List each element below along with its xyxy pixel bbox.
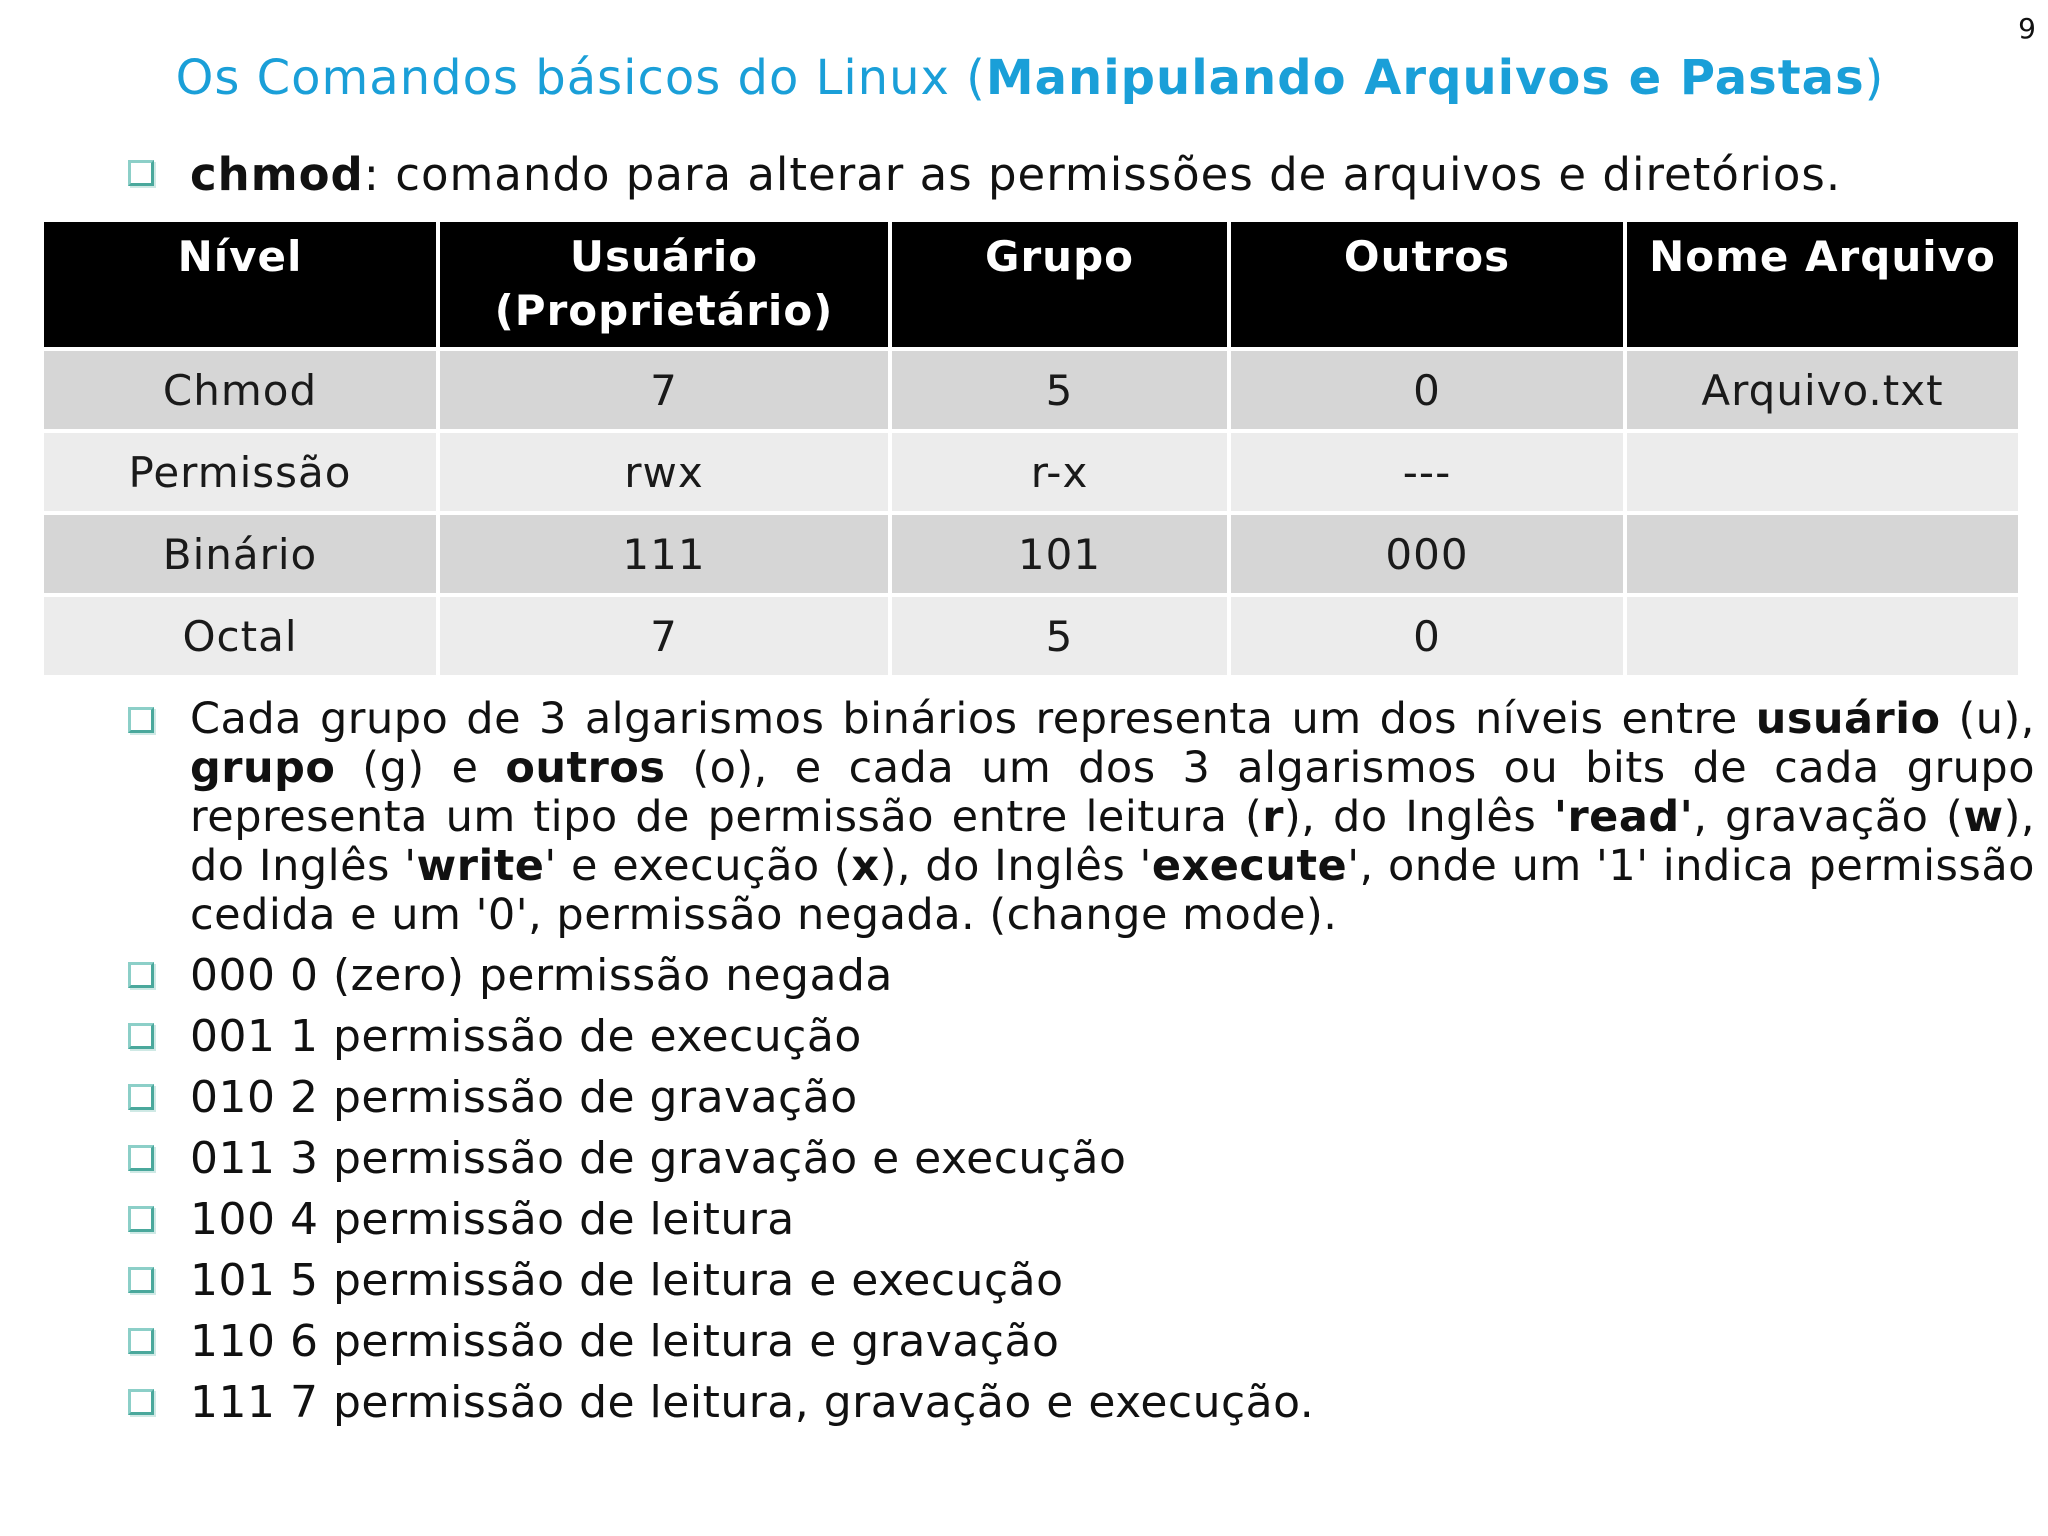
table-row: [44, 351, 2018, 429]
table-cell: rwx: [440, 433, 888, 511]
header-nivel: Nível: [44, 222, 436, 347]
header-usuario: Usuário (Proprietário): [440, 222, 888, 347]
table-cell: 000: [1231, 515, 1623, 593]
bullet-box-icon: [128, 1023, 154, 1049]
header-nome-arquivo: Nome Arquivo: [1627, 222, 2018, 347]
list-item-text: 111 7 permissão de leitura, gravação e execução.: [190, 1377, 1315, 1428]
table-cell: Binário: [44, 515, 436, 593]
table-header-row: [44, 222, 2018, 347]
para-text: (u),: [1940, 694, 2035, 744]
table-cell: 101: [892, 515, 1227, 593]
table-row: [44, 597, 2018, 675]
list-item-text: 010 2 permissão de gravação: [190, 1072, 858, 1123]
para-bold: x: [851, 841, 880, 891]
list-item: [190, 950, 2035, 1001]
table-cell: [1627, 433, 2018, 511]
title-suffix: ): [1864, 50, 1885, 106]
para-text: ), do Inglês ': [190, 792, 2036, 891]
para-text: , gravação (: [1693, 792, 1964, 842]
list-item-text: 001 1 permissão de execução: [190, 1011, 862, 1062]
list-item-text: 000 0 (zero) permissão negada: [190, 950, 893, 1001]
list-item-text: 110 6 permissão de leitura e gravação: [190, 1316, 1060, 1367]
list-item: [190, 1011, 2035, 1062]
table-cell: Permissão: [44, 433, 436, 511]
table-cell: 111: [440, 515, 888, 593]
para-bold: usuário: [1755, 694, 1941, 744]
intro-command: chmod: [190, 148, 364, 201]
table-cell: 7: [440, 351, 888, 429]
list-item: [190, 1377, 2035, 1428]
bullet-box-icon: [128, 707, 154, 733]
bullet-box-icon: [128, 1084, 154, 1110]
list-item: [190, 1316, 2035, 1367]
para-bold: execute: [1151, 841, 1348, 891]
table-cell: [1627, 515, 2018, 593]
table-cell: r-x: [892, 433, 1227, 511]
list-item: [190, 1194, 2035, 1245]
table-cell: Octal: [44, 597, 436, 675]
para-bold: r: [1262, 792, 1285, 842]
bullet-box-icon: [128, 1206, 154, 1232]
list-item-text: 011 3 permissão de gravação e execução: [190, 1133, 1127, 1184]
list-item-text: 101 5 permissão de leitura e execução: [190, 1255, 1064, 1306]
table-cell: ---: [1231, 433, 1623, 511]
header-grupo: Grupo: [892, 222, 1227, 347]
para-text: ', onde um '1' indica permissão cedida e um '0', permissão negada. (change mode).: [190, 841, 2035, 940]
bullet-box-icon: [128, 1389, 154, 1415]
bullet-box-icon: [128, 1328, 154, 1354]
para-bold: outros: [505, 743, 666, 793]
intro-bullet: [190, 148, 2035, 201]
table-cell: [1627, 597, 2018, 675]
table-cell: 0: [1231, 351, 1623, 429]
table-cell: 0: [1231, 597, 1623, 675]
slide-number: 9: [2018, 12, 2036, 45]
title-prefix: Os Comandos básicos do Linux (: [175, 50, 986, 106]
slide-title: [0, 50, 2048, 106]
table-row: [44, 433, 2018, 511]
header-outros: Outros: [1231, 222, 1623, 347]
list-item-text: 100 4 permissão de leitura: [190, 1194, 795, 1245]
para-text: (g) e: [335, 743, 506, 793]
intro-text: : comando para alterar as permissões de arquivos e diretórios.: [363, 148, 1842, 201]
table-cell: 7: [440, 597, 888, 675]
para-text: ' e execução (: [544, 841, 852, 891]
table-row: [44, 515, 2018, 593]
list-item: [190, 1072, 2035, 1123]
para-text: ), do Inglês: [1284, 792, 1554, 842]
para-bold: grupo: [190, 743, 336, 793]
para-bold: 'read': [1553, 792, 1694, 842]
table-cell: 5: [892, 597, 1227, 675]
table-cell: Arquivo.txt: [1627, 351, 2018, 429]
bullet-box-icon: [128, 160, 154, 186]
explanation-paragraph: [190, 695, 2035, 940]
para-bold: w: [1963, 792, 2004, 842]
para-bold: write: [416, 841, 545, 891]
list-item: [190, 1133, 2035, 1184]
permissions-table: [40, 218, 2022, 679]
list-item: [190, 1255, 2035, 1306]
bullet-box-icon: [128, 1145, 154, 1171]
title-bold: Manipulando Arquivos e Pastas: [985, 50, 1865, 106]
para-text: Cada grupo de 3 algarismos binários representa um dos níveis entre: [190, 694, 1756, 744]
para-text: ), do Inglês ': [879, 841, 1152, 891]
bullet-box-icon: [128, 1267, 154, 1293]
table-cell: 5: [892, 351, 1227, 429]
bullet-box-icon: [128, 962, 154, 988]
table-cell: Chmod: [44, 351, 436, 429]
para-text: (o), e cada um dos 3 algarismos ou bits de cada grupo representa um tipo de permissão entre leitura (: [190, 743, 2035, 842]
